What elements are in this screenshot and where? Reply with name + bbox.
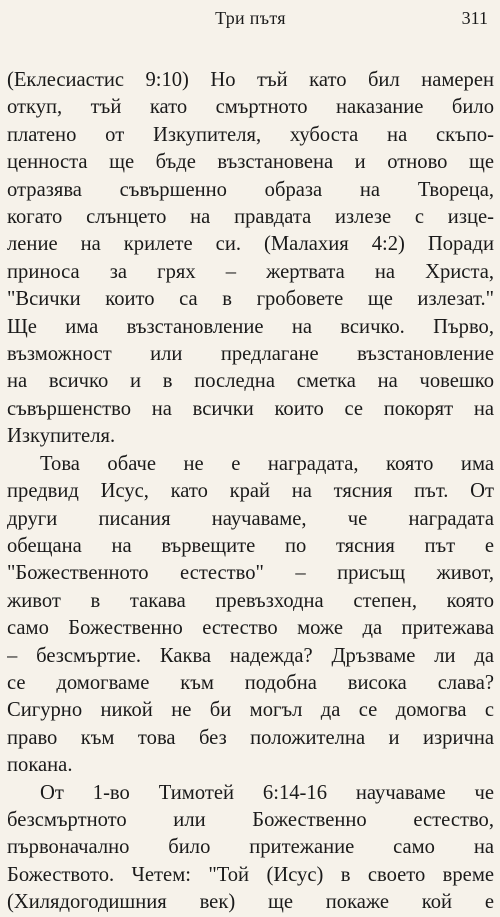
page-header — [7, 6, 494, 34]
paragraph — [7, 451, 494, 780]
text-line: "Всички които са в гробовете ще излезат." — [7, 288, 494, 311]
text-line: други писания научаваме, че наградата — [7, 507, 494, 530]
text-line: отразява съвършенно образа на Твореца, — [7, 178, 494, 201]
text-line: Ще има възстановление на всичко. Първо, — [7, 315, 494, 338]
text-line: Изкупителя. — [7, 425, 116, 448]
text-line: се домогваме към подобна висока слава? — [7, 671, 494, 694]
paragraph — [7, 67, 494, 451]
text-line: живот в такава превъзходна степен, която — [7, 589, 494, 612]
text-line: откуп, тъй като смъртното наказание било — [7, 96, 494, 119]
text-line: възможност или предлагане възстановление — [7, 343, 494, 366]
text-line: на всичко и в последна сметка на човешко — [7, 370, 494, 393]
text-line: Божеството. Четем: "Той (Исус) в своето време — [7, 863, 494, 886]
body-text — [7, 67, 494, 917]
text-line: покана. — [7, 754, 73, 777]
text-line: (Хилядогодишния век) ще покаже кой е — [7, 891, 494, 914]
page-number: 311 — [461, 8, 488, 28]
text-line: От 1-во Тимотей 6:14-16 научаваме че — [40, 781, 494, 804]
text-line: Това обаче не е наградата, която има — [40, 452, 494, 475]
text-line: право към това без положителна и изрична — [7, 726, 494, 749]
text-line: платено от Изкупителя, хубоста на скъпо- — [7, 123, 494, 146]
text-line: само Божественно естество може да притежава — [7, 617, 494, 640]
text-line: безсмъртното или Божественно естество, — [7, 808, 494, 831]
text-line: приноса за грях – жертвата на Христа, — [7, 260, 494, 283]
text-line: когато слънцето на правдата излезе с изце- — [7, 206, 494, 229]
text-line: ценноста ще бъде възстановена и отново ще — [7, 151, 494, 174]
text-line: обещана на вървещите по тясния път е — [7, 534, 494, 557]
paragraph — [7, 780, 494, 917]
text-line: Сигурно никой не би могъл да се домогва с — [7, 699, 494, 722]
text-line: ление на крилете си. (Малахия 4:2) Поради — [7, 233, 494, 256]
text-line: – безсмъртие. Каква надежда? Дръзваме ли да — [7, 644, 494, 667]
text-line: съвършенство на всички които се покорят на — [7, 397, 494, 420]
text-line: (Еклесиастис 9:10) Но тъй като бил намерен — [7, 69, 494, 91]
running-title: Три пътя — [215, 8, 286, 28]
text-line: предвид Исус, като край на тясния път. От — [7, 480, 494, 503]
text-line: "Божественното естество" – присъщ живот, — [7, 562, 494, 585]
text-line: първоначално било притежание само на — [7, 836, 494, 859]
